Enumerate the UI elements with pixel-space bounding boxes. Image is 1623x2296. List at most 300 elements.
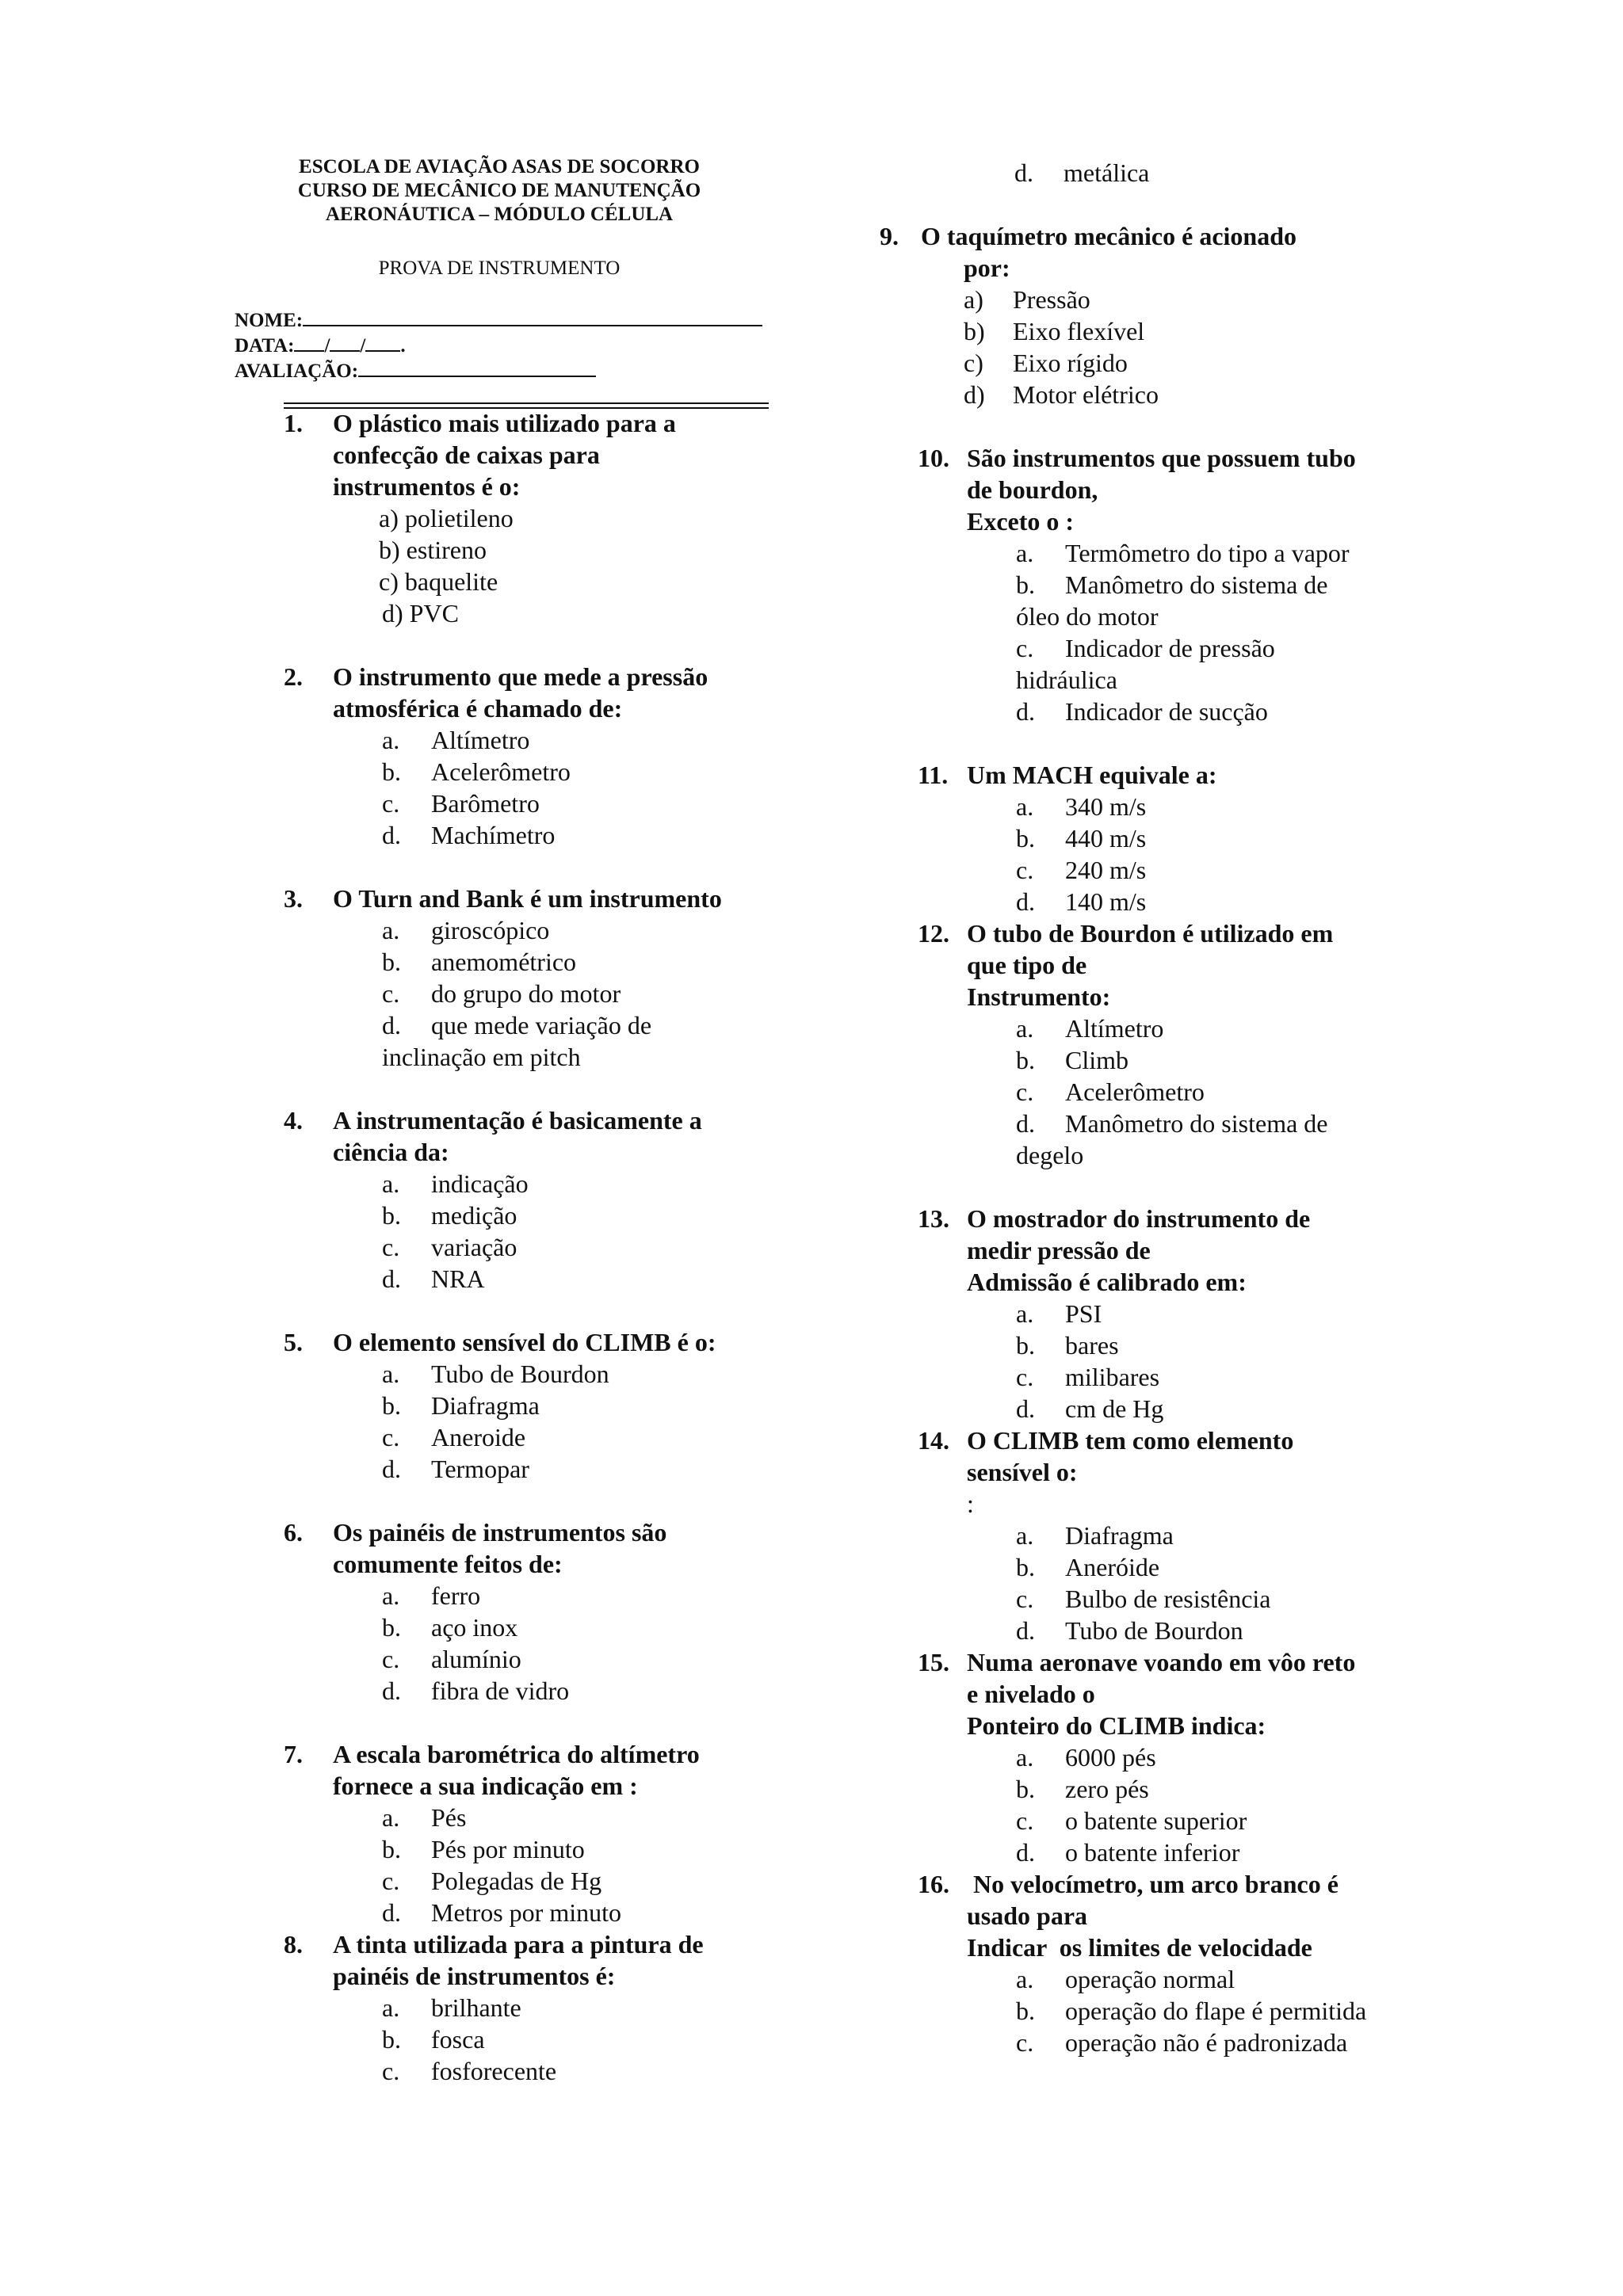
question-9 (880, 220, 1419, 410)
option-a[interactable] (1016, 791, 1419, 822)
course-name: CURSO DE MECÂNICO DE MANUTENÇÃO (297, 180, 701, 201)
option-text: metálica (1064, 158, 1150, 187)
option-text: aço inox (431, 1613, 518, 1642)
option-label: a. (382, 1581, 400, 1610)
option-label: b. (382, 757, 401, 786)
option-c[interactable] (964, 347, 1419, 379)
option-c[interactable] (382, 1643, 791, 1675)
stray-colon: : (967, 1489, 974, 1518)
question-text (967, 1646, 1419, 1741)
option-text: Tubo de Bourdon (1065, 1616, 1243, 1645)
option-list (1016, 1298, 1419, 1425)
grade-row (235, 357, 762, 382)
date-dot: . (400, 335, 406, 357)
option-label: b. (1016, 570, 1035, 599)
option-c[interactable] (1016, 1805, 1419, 1836)
option-label: b. (1016, 1046, 1035, 1074)
question-line: Ponteiro do CLIMB indica: (967, 1711, 1266, 1740)
option-label: d. (1016, 1394, 1035, 1423)
question-line: O Turn and Bank é um instrumento (333, 884, 722, 913)
option-c[interactable] (1016, 1361, 1419, 1393)
question-15 (918, 1646, 1419, 1868)
option-b[interactable] (382, 1390, 791, 1421)
question-number: 14. (918, 1426, 949, 1455)
option-label: a. (1016, 792, 1034, 821)
option-d[interactable] (382, 1675, 791, 1707)
question-line: Exceto o : (967, 507, 1075, 536)
option-label: c. (382, 979, 400, 1008)
option-d-continued: degelo (1016, 1141, 1084, 1169)
option-b[interactable] (382, 1611, 791, 1643)
option-b[interactable] (1016, 1329, 1419, 1361)
option-label: d. (1016, 697, 1035, 726)
option-a[interactable] (1016, 1013, 1419, 1044)
question-line: comumente feitos de: (333, 1550, 563, 1578)
question-text (333, 1516, 791, 1580)
question-line: O tubo de Bourdon é utilizado em (967, 919, 1334, 948)
option-label: a) (379, 504, 399, 532)
option-text: fosforecente (431, 2057, 557, 2085)
option-text: cm de Hg (1065, 1394, 1164, 1423)
question-number: 12. (918, 919, 949, 948)
option-text: Diafragma (431, 1391, 540, 1420)
option-text: Eixo rígido (1013, 349, 1128, 377)
option-label: a. (382, 1803, 400, 1832)
date-month-line[interactable] (330, 331, 360, 352)
option-b[interactable] (1016, 822, 1419, 854)
option-b[interactable] (382, 1199, 791, 1231)
option-text: variação (431, 1233, 517, 1261)
question-line: e nivelado o (967, 1680, 1095, 1708)
option-d[interactable] (382, 819, 791, 851)
option-list (964, 284, 1419, 410)
option-text: medição (431, 1201, 517, 1230)
question-number: 3. (284, 884, 303, 913)
option-d-continued: inclinação em pitch (382, 1043, 581, 1071)
question-3 (284, 883, 791, 1073)
option-label: a. (1016, 1965, 1034, 1993)
questions-left-column (284, 407, 791, 2087)
option-c[interactable] (1016, 854, 1419, 886)
date-slash: / (360, 335, 366, 357)
option-label: a. (1016, 1743, 1034, 1772)
option-b[interactable] (1016, 1773, 1419, 1805)
option-c[interactable] (382, 1865, 791, 1897)
option-a[interactable] (382, 1992, 791, 2023)
question-6 (284, 1516, 791, 1707)
option-a[interactable] (382, 1168, 791, 1199)
option-label: d. (1014, 158, 1033, 187)
question-line: Indicar os limites de velocidade (967, 1933, 1312, 1962)
option-text: estireno (406, 536, 487, 564)
option-a[interactable] (382, 1358, 791, 1390)
option-label: c. (382, 1233, 400, 1261)
question-number: 5. (284, 1328, 303, 1356)
question-text (333, 661, 791, 724)
option-text: brilhante (431, 1993, 521, 2022)
question-line: O taquímetro mecânico é acionado (921, 222, 1297, 250)
option-c[interactable] (379, 566, 791, 597)
option-a[interactable] (1016, 537, 1419, 569)
option-label: c. (382, 1867, 400, 1895)
question-16 (918, 1868, 1419, 2058)
student-fields (235, 306, 762, 382)
option-list (379, 502, 791, 629)
option-label: c. (1016, 1363, 1034, 1391)
question-number: 13. (918, 1204, 949, 1233)
option-text: Indicador de pressão (1065, 634, 1275, 662)
option-list (382, 1580, 791, 1707)
option-text: anemométrico (431, 948, 577, 976)
question-1 (284, 407, 791, 629)
option-c[interactable] (1016, 2027, 1419, 2058)
option-text: milibares (1065, 1363, 1160, 1391)
option-c[interactable] (1016, 632, 1419, 664)
option-text: alumínio (431, 1645, 521, 1673)
question-text (967, 1203, 1419, 1298)
option-label: b. (382, 1613, 401, 1642)
option-text: ferro (431, 1581, 481, 1610)
question-line: de bourdon, (967, 475, 1098, 504)
question-4 (284, 1104, 791, 1295)
option-label: c. (382, 789, 400, 818)
option-label: d. (1016, 1109, 1035, 1138)
option-text: 140 m/s (1065, 887, 1147, 916)
question-number: 4. (284, 1106, 303, 1135)
question-12 (918, 917, 1419, 1171)
option-b[interactable] (1016, 1044, 1419, 1076)
option-text: Aneróide (1065, 1553, 1160, 1581)
option-text: Pés por minuto (431, 1835, 585, 1863)
option-label: d. (1016, 887, 1035, 916)
option-label: a. (1016, 1299, 1034, 1328)
option-label: d. (382, 1455, 401, 1483)
option-d[interactable] (1014, 157, 1419, 189)
question-line: fornece a sua indicação em : (333, 1772, 638, 1800)
date-slash: / (324, 335, 330, 357)
option-text: indicação (431, 1169, 529, 1198)
question-line: atmosférica é chamado de: (333, 694, 623, 723)
option-label: b. (1016, 1775, 1035, 1803)
question-line: O instrumento que mede a pressão (333, 662, 708, 691)
option-text: PSI (1065, 1299, 1102, 1328)
option-label: d. (1016, 1838, 1035, 1867)
option-c[interactable] (382, 1231, 791, 1263)
option-text: o batente inferior (1065, 1838, 1240, 1867)
questions-right-column (880, 157, 1419, 2058)
option-b[interactable] (379, 534, 791, 566)
school-header (230, 155, 769, 227)
option-d[interactable] (382, 1263, 791, 1295)
option-d[interactable] (382, 1009, 791, 1041)
option-d[interactable] (1016, 1393, 1419, 1425)
option-text: do grupo do motor (431, 979, 621, 1008)
question-number: 15. (918, 1648, 949, 1676)
option-text: fibra de vidro (431, 1676, 570, 1705)
option-text: 340 m/s (1065, 792, 1147, 821)
option-b-continued: óleo do motor (1016, 602, 1159, 631)
option-text: operação normal (1065, 1965, 1235, 1993)
option-list (1016, 791, 1419, 917)
option-label: a. (382, 726, 400, 754)
question-line: A escala barométrica do altímetro (333, 1740, 700, 1768)
option-text: operação do flape é permitida (1065, 1997, 1367, 2025)
question-line: Um MACH equivale a: (967, 761, 1217, 789)
option-label: c. (382, 1645, 400, 1673)
option-list-continued (1014, 157, 1419, 189)
option-b[interactable] (964, 315, 1419, 347)
question-number: 2. (284, 662, 303, 691)
option-c[interactable] (382, 788, 791, 819)
question-line: O plástico mais utilizado para a (333, 409, 676, 437)
option-b[interactable] (382, 2023, 791, 2055)
option-c[interactable] (382, 1421, 791, 1453)
option-label: b. (382, 948, 401, 976)
question-number: 9. (880, 222, 899, 250)
question-text (333, 883, 791, 914)
question-line: São instrumentos que possuem tubo (967, 444, 1356, 472)
option-list (1016, 1013, 1419, 1171)
option-list (1016, 1963, 1419, 2058)
option-text: o batente superior (1065, 1806, 1247, 1835)
question-line: painéis de instrumentos é: (333, 1962, 616, 1990)
question-text (333, 1326, 791, 1358)
option-text: Tubo de Bourdon (431, 1360, 609, 1388)
option-label: a. (382, 1169, 400, 1198)
option-text: fosca (431, 2025, 485, 2054)
date-year-line[interactable] (365, 331, 400, 352)
option-text: Acelerômetro (431, 757, 571, 786)
question-text (333, 1928, 791, 1992)
option-a[interactable] (1016, 1963, 1419, 1995)
option-c-continued: hidráulica (1016, 666, 1117, 694)
option-text: zero pés (1065, 1775, 1149, 1803)
option-a[interactable] (382, 724, 791, 756)
question-line: O mostrador do instrumento de (967, 1204, 1311, 1233)
option-c[interactable] (1016, 1076, 1419, 1108)
option-b[interactable] (1016, 1995, 1419, 2027)
question-line: medir pressão de (967, 1236, 1151, 1264)
option-a[interactable] (382, 1580, 791, 1611)
option-d[interactable] (1016, 1836, 1419, 1868)
question-5 (284, 1326, 791, 1485)
option-label: a. (382, 916, 400, 944)
option-a[interactable] (382, 1802, 791, 1833)
option-label: c. (382, 1423, 400, 1451)
option-text: 6000 pés (1065, 1743, 1156, 1772)
option-text: Polegadas de Hg (431, 1867, 602, 1895)
option-label: c) (964, 349, 983, 377)
question-line: A instrumentação é basicamente a (333, 1106, 702, 1135)
option-a[interactable] (379, 502, 791, 534)
option-d[interactable] (382, 1897, 791, 1928)
question-line: O CLIMB tem como elemento (967, 1426, 1294, 1455)
option-d[interactable] (1016, 1108, 1419, 1139)
option-text: 240 m/s (1065, 856, 1147, 884)
option-text: Diafragma (1065, 1521, 1174, 1550)
option-a[interactable] (1016, 1298, 1419, 1329)
question-line: ciência da: (333, 1138, 449, 1166)
question-11 (918, 759, 1419, 917)
option-text: Altímetro (1065, 1014, 1164, 1043)
option-text: polietileno (404, 504, 514, 532)
option-label: d. (1016, 1616, 1035, 1645)
option-text: baquelite (404, 567, 498, 596)
question-text (967, 1868, 1419, 1963)
option-c[interactable] (382, 978, 791, 1009)
option-list (382, 1168, 791, 1295)
option-text: Manômetro do sistema de (1065, 570, 1328, 599)
date-row (235, 331, 762, 357)
option-list (1016, 1741, 1419, 1868)
option-label: b) (379, 536, 400, 564)
option-list (382, 724, 791, 851)
option-b[interactable] (1016, 1551, 1419, 1583)
grade-input-line[interactable] (358, 357, 596, 377)
question-2 (284, 661, 791, 851)
option-label: b. (1016, 1553, 1035, 1581)
question-line: confecção de caixas para (333, 441, 600, 469)
option-text: Indicador de sucção (1065, 697, 1268, 726)
question-line: instrumentos é o: (333, 472, 521, 501)
option-label: a. (1016, 1014, 1034, 1043)
option-text: Barômetro (431, 789, 540, 818)
question-10 (918, 442, 1419, 727)
question-text (967, 1425, 1419, 1488)
option-b[interactable] (1016, 569, 1419, 601)
option-d[interactable] (1016, 1615, 1419, 1646)
option-text: Termômetro do tipo a vapor (1065, 539, 1350, 567)
name-input-line[interactable] (303, 306, 762, 326)
question-text (333, 1738, 791, 1802)
question-number: 8. (284, 1930, 303, 1958)
option-text: Pressão (1013, 285, 1090, 314)
option-label: d. (382, 1011, 401, 1039)
question-text (333, 1104, 791, 1168)
question-line: Instrumento: (967, 982, 1111, 1011)
option-label: c. (1016, 2028, 1034, 2057)
option-text: operação não é padronizada (1065, 2028, 1348, 2057)
option-list (382, 1358, 791, 1485)
question-14 (918, 1425, 1419, 1646)
question-text (967, 442, 1419, 537)
question-text (333, 407, 791, 502)
question-line: O elemento sensível do CLIMB é o: (333, 1328, 716, 1356)
question-text (921, 220, 1419, 284)
question-text (967, 759, 1419, 791)
option-text: 440 m/s (1065, 824, 1147, 852)
option-label: d. (382, 1676, 401, 1705)
question-text (967, 917, 1419, 1013)
question-13 (918, 1203, 1419, 1425)
option-text: Eixo flexível (1013, 317, 1145, 345)
exam-title: PROVA DE INSTRUMENTO (378, 257, 621, 279)
question-number: 16. (918, 1870, 949, 1898)
question-8 (284, 1928, 791, 2087)
option-label: c. (1016, 1806, 1034, 1835)
question-line: por: (964, 254, 1010, 282)
question-number: 1. (284, 409, 303, 437)
option-a[interactable] (1016, 1741, 1419, 1773)
question-number: 11. (918, 761, 949, 789)
option-text: Termopar (431, 1455, 529, 1483)
question-line: Numa aeronave voando em vôo reto (967, 1648, 1356, 1676)
option-label: b) (964, 317, 985, 345)
option-d[interactable] (964, 379, 1419, 410)
option-label: d) (382, 599, 403, 627)
option-a[interactable] (964, 284, 1419, 315)
option-label: a. (1016, 1521, 1034, 1550)
option-label: d. (382, 1264, 401, 1293)
name-row (235, 306, 762, 331)
date-label: DATA: (235, 335, 295, 357)
option-c[interactable] (382, 2055, 791, 2087)
question-line: No velocímetro, um arco branco é (967, 1870, 1338, 1898)
option-label: d. (382, 1898, 401, 1927)
question-number: 6. (284, 1518, 303, 1547)
option-label: b. (382, 2025, 401, 2054)
question-line: A tinta utilizada para a pintura de (333, 1930, 704, 1958)
option-list (382, 1802, 791, 1928)
divider-line (284, 402, 769, 404)
option-a[interactable] (1016, 1520, 1419, 1551)
option-label: a) (964, 285, 983, 314)
option-d[interactable] (1016, 696, 1419, 727)
option-text: Altímetro (431, 726, 530, 754)
option-b[interactable] (382, 756, 791, 788)
school-name: ESCOLA DE AVIAÇÃO ASAS DE SOCORRO (299, 156, 700, 177)
option-label: b. (1016, 1331, 1035, 1360)
option-label: c) (379, 567, 399, 596)
option-label: b. (382, 1391, 401, 1420)
option-b[interactable] (382, 1833, 791, 1865)
question-line: sensível o: (967, 1458, 1078, 1486)
option-text: Acelerômetro (1065, 1077, 1205, 1106)
option-label: b. (382, 1835, 401, 1863)
option-c[interactable] (1016, 1583, 1419, 1615)
option-text: Climb (1065, 1046, 1129, 1074)
option-label: b. (1016, 1997, 1035, 2025)
option-label: b. (1016, 824, 1035, 852)
option-label: a. (382, 1993, 400, 2022)
option-d[interactable] (382, 1453, 791, 1485)
option-text: Metros por minuto (431, 1898, 621, 1927)
option-d[interactable] (379, 597, 791, 629)
question-number: 7. (284, 1740, 303, 1768)
module-name: AERONÁUTICA – MÓDULO CÉLULA (325, 204, 674, 225)
option-text: Motor elétrico (1013, 380, 1159, 409)
question-number: 10. (918, 444, 949, 472)
option-text: NRA (431, 1264, 485, 1293)
question-7 (284, 1738, 791, 1928)
option-text: giroscópico (431, 916, 550, 944)
option-label: c. (1016, 1077, 1034, 1106)
option-list (1016, 537, 1419, 727)
option-label: d) (964, 380, 985, 409)
option-b[interactable] (382, 946, 791, 978)
option-text: Manômetro do sistema de (1065, 1109, 1328, 1138)
option-a[interactable] (382, 914, 791, 946)
option-label: c. (1016, 856, 1034, 884)
option-text: Aneroide (431, 1423, 526, 1451)
option-list (382, 914, 791, 1073)
date-day-line[interactable] (294, 331, 324, 352)
option-d[interactable] (1016, 886, 1419, 917)
option-label: b. (382, 1201, 401, 1230)
option-list (1016, 1520, 1419, 1646)
grade-label: AVALIAÇÃO: (235, 360, 359, 382)
option-label: a. (1016, 539, 1034, 567)
